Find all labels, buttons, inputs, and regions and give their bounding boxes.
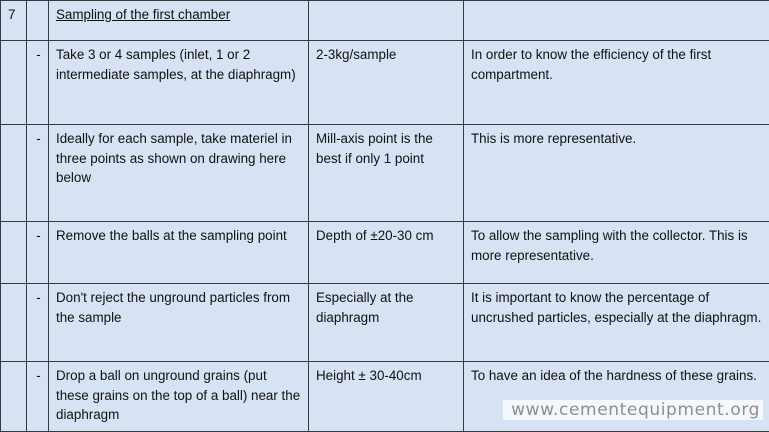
section-title-text: Sampling of the first chamber: [56, 7, 230, 22]
watermark: www.cementequipment.org: [503, 400, 763, 420]
action-cell: Remove the balls at the sampling point: [49, 222, 309, 284]
section-title: [49, 1, 309, 41]
action-cell: Take 3 or 4 samples (inlet, 1 or 2 intermediate samples, at the diaphragm): [49, 41, 309, 125]
reason-cell: This is more representative.: [464, 125, 769, 222]
row-bullet: -: [27, 222, 49, 284]
reason-cell: To have an idea of the hardness of these grains.: [464, 362, 769, 432]
empty-cell: [1, 362, 27, 432]
table-row: [1, 125, 769, 222]
row-bullet: -: [27, 41, 49, 125]
empty-cell: [1, 125, 27, 222]
action-cell: Don't reject the unground particles from the sample: [49, 284, 309, 362]
empty-cell: [1, 284, 27, 362]
section-number: 7: [1, 1, 27, 41]
row-bullet: -: [27, 125, 49, 222]
empty-cell: [309, 1, 464, 41]
detail-cell: Especially at the diaphragm: [309, 284, 464, 362]
detail-cell: Depth of ±20-30 cm: [309, 222, 464, 284]
empty-cell: [27, 1, 49, 41]
detail-cell: Mill-axis point is the best if only 1 point: [309, 125, 464, 222]
table-row: [1, 41, 769, 125]
empty-cell: [464, 1, 769, 41]
reason-cell: It is important to know the percentage of uncrushed particles, especially at the diaphragm.: [464, 284, 769, 362]
table-row: [1, 284, 769, 362]
section-header-row: [1, 1, 769, 41]
table-row: [1, 222, 769, 284]
row-bullet: -: [27, 284, 49, 362]
empty-cell: [1, 222, 27, 284]
empty-cell: [1, 41, 27, 125]
detail-cell: Height ± 30-40cm: [309, 362, 464, 432]
row-bullet: -: [27, 362, 49, 432]
reason-cell: In order to know the efficiency of the first compartment.: [464, 41, 769, 125]
table-row: [1, 362, 769, 432]
detail-cell: 2-3kg/sample: [309, 41, 464, 125]
action-cell: Drop a ball on unground grains (put these grains on the top of a ball) near the diaphragm: [49, 362, 309, 432]
reason-cell: To allow the sampling with the collector. This is more representative.: [464, 222, 769, 284]
action-cell: Ideally for each sample, take materiel in three points as shown on drawing here below: [49, 125, 309, 222]
